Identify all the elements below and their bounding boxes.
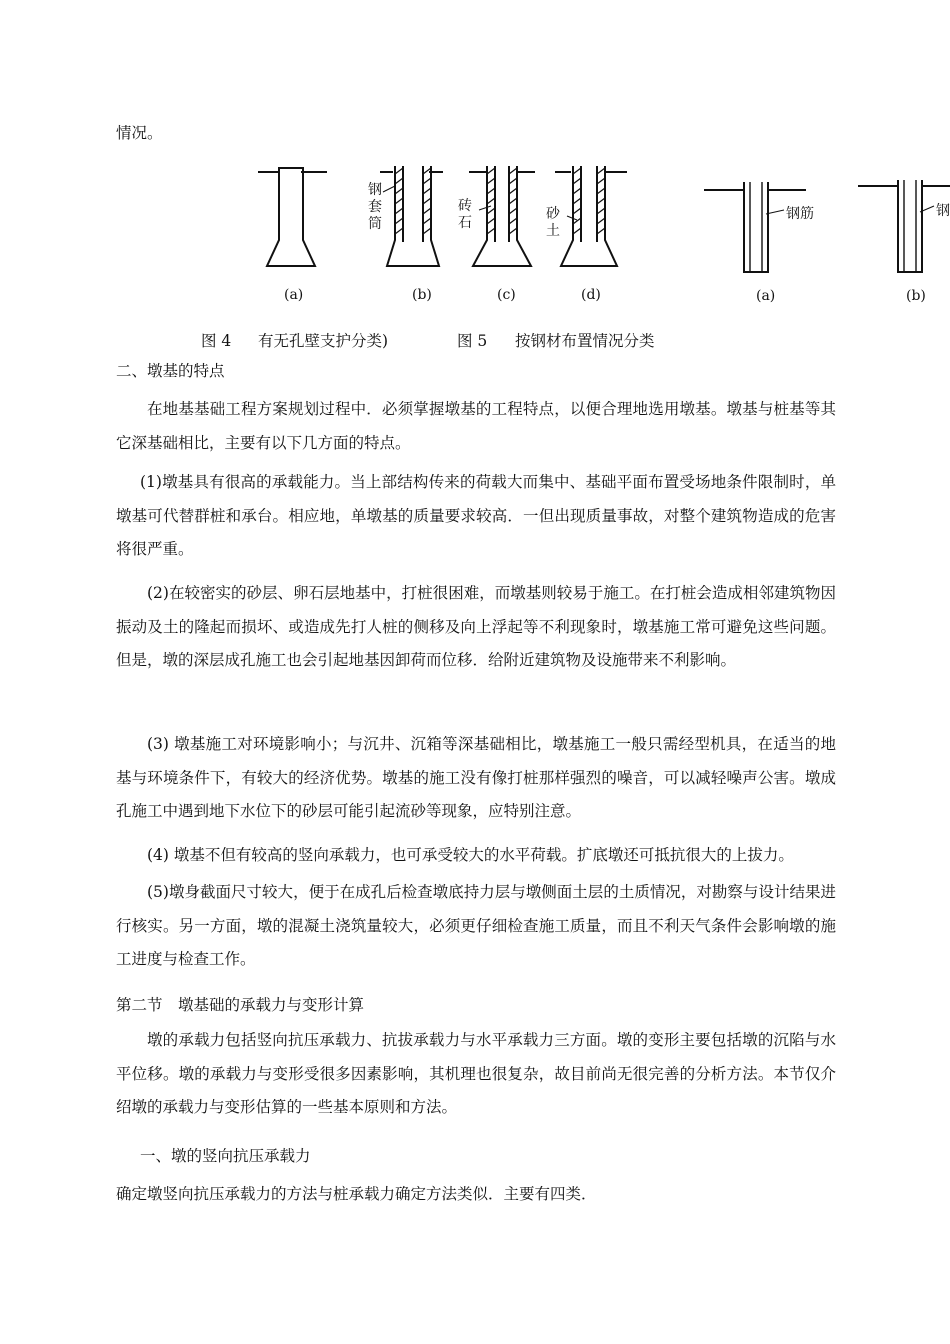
fig4-label-c: (c) [497, 287, 516, 303]
paragraph-feature-4: (4) 墩基不但有较高的竖向承载力，也可承受较大的水平荷载。扩底墩还可抵抗很大的上拔力。 [147, 846, 794, 864]
pier-5b-outline [898, 180, 922, 272]
paragraph-feature-3: (3) 墩基施工对环境影响小；与沉井、沉箱等深基础相比，墩基施工一般只需经型机具，在适当的地基与环境条件下，有较大的经济优势。墩基的施工没有像打桩那样强烈的噪音，可以减轻噪声公害。墩成孔施工中遇到地下水位下的砂层可能引起流砂等现象，应特别注意。 [116, 735, 836, 820]
callout-rebar: 钢筋 [786, 206, 814, 222]
intro-tail-text: 情况。 [116, 124, 163, 142]
paragraph-section-intro: 墩的承载力包括竖向抗压承载力、抗拔承载力与水平承载力三方面。墩的变形主要包括墩的沉陷与水平位移。墩的承载力与变形受很多因素影响，其机理也很复杂，故目前尚无很完善的分析方法。本节仅介绍墩的承载力与变形估算的一些基本原则和方法。 [116, 1031, 836, 1116]
paragraph-feature-1: (1)墩基具有很高的承载能力。当上部结构传来的荷载大而集中、基础平面布置受场地条件限制时，单墩基可代替群桩和承台。相应地，单墩基的质量要求较高．一但出现质量事故，对整个建筑物造成的危害将很严重。 [116, 473, 836, 558]
paragraph-last: 确定墩竖向抗压承载力的方法与桩承载力确定方法类似．主要有四类． [116, 1185, 597, 1203]
callout-sand-soil: 砂土 [546, 206, 560, 239]
figure-5-caption-number: 图 5 [457, 332, 488, 350]
fig4-label-d: (d) [581, 287, 601, 303]
subsection-heading: 一、墩的竖向抗压承载力 [140, 1147, 311, 1165]
paragraph-feature-5: (5)墩身截面尺寸较大，便于在成孔后检查墩底持力层与墩侧面土层的土质情况，对勘察与设计结果进行核实。另一方面，墩的混凝土浇筑量较大，必须更仔细检查施工质量，而且不利天气条件会影响墩的施工进度与检查工作。 [116, 883, 836, 968]
paragraph-feature-2: (2)在较密实的砂层、卵石层地基中，打桩很困难，而墩基则较易于施工。在打桩会造成相邻建筑物因振动及土的隆起而损坏、或造成先打人桩的侧移及向上浮起等不利现象时，墩基施工常可避免这些问题。但是，墩的深层成孔施工也会引起地基因卸荷而位移．给附近建筑物及设施带来不利影响。 [116, 584, 836, 669]
section-heading: 第二节 墩基础的承载力与变形计算 [116, 996, 365, 1014]
pier-a-outline [267, 168, 315, 266]
callout-brick-stone: 砖石 [458, 198, 472, 231]
paragraph-intro: 在地基基础工程方案规划过程中．必须掌握墩基的工程特点，以便合理地选用墩基。墩基与桩基等其它深基础相比，主要有以下几方面的特点。 [116, 400, 836, 452]
pier-d-outline [561, 166, 617, 266]
figure-5-diagram [700, 176, 950, 286]
fig4-label-b: (b) [412, 287, 432, 303]
figure-5-caption-text: 按钢材布置情况分类 [515, 332, 655, 350]
fig5-label-b: (b) [906, 288, 926, 304]
fig5-label-a: (a) [756, 288, 776, 304]
figure-4-caption-text: 有无孔壁支护分类) [258, 332, 389, 350]
pier-c-outline [473, 166, 531, 266]
figure-4-diagram [255, 158, 635, 308]
pier-5a-outline [744, 182, 768, 272]
pier-b-outline [387, 166, 439, 266]
callout-steel-casing: 钢套筒 [368, 182, 382, 232]
figure-4-caption-number: 图 4 [201, 332, 232, 350]
section-two-heading: 二、墩基的特点 [116, 362, 225, 380]
callout-rebar-cut: 钢 [936, 203, 950, 219]
fig4-label-a: (a) [284, 287, 304, 303]
